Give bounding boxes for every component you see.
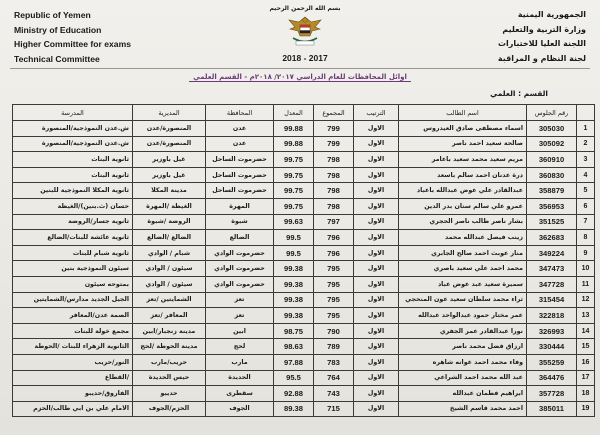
header-index [577, 105, 595, 121]
cell-governorate: عدن [206, 121, 274, 137]
cell-district: مدينة المكلا [133, 183, 206, 199]
cell-rank: الاول [354, 339, 399, 355]
cell-governorate: الحديدة [206, 370, 274, 386]
cell-rank: الاول [354, 136, 399, 152]
table-row [13, 354, 595, 370]
cell-school: الجيل الجديد مدارس/الشمايتين [13, 292, 133, 308]
cell-total: 797 [314, 214, 354, 230]
cell-district: مدينة زنجبار/ابين [133, 323, 206, 339]
cell-governorate: مارب [206, 354, 274, 370]
table-row [13, 230, 595, 246]
cell-student-name: اسماء مصطفى صادق العيدروس [399, 121, 527, 137]
cell-seat-number: 358879 [527, 183, 577, 199]
table-row [13, 152, 595, 168]
cell-governorate: حضرموت الساحل [206, 167, 274, 183]
cell-seat-number: 356953 [527, 198, 577, 214]
results-table [12, 104, 595, 417]
cell-average: 98.63 [274, 339, 314, 355]
cell-governorate: عدن [206, 136, 274, 152]
cell-seat-number: 326993 [527, 323, 577, 339]
cell-index: 11 [577, 276, 595, 292]
cell-student-name: ابراهيم فطمان عبدالله [399, 386, 527, 402]
cell-average: 99.63 [274, 214, 314, 230]
header-district: المديرية [133, 105, 206, 121]
header-line-committee: Higher Committee for exams [14, 39, 132, 49]
table-row [13, 121, 595, 137]
cell-school: ثانوية شبام للبنات [13, 245, 133, 261]
cell-total: 798 [314, 167, 354, 183]
cell-school: مجمع خولة للبنات [13, 323, 133, 339]
cell-average: 99.38 [274, 308, 314, 324]
cell-index: 6 [577, 198, 595, 214]
cell-district: الغيظة /المهرة [133, 198, 206, 214]
cell-average: 99.38 [274, 276, 314, 292]
cell-average: 99.38 [274, 292, 314, 308]
cell-index: 5 [577, 183, 595, 199]
header-line-committee-ar: اللجنة العليا للاختبارات [497, 39, 586, 48]
cell-school: النور/حريب [13, 354, 133, 370]
cell-total: 783 [314, 354, 354, 370]
cell-district: المنصورة/عدن [133, 136, 206, 152]
table-row [13, 308, 595, 324]
header-english [14, 8, 244, 66]
table-row [13, 370, 595, 386]
section-label: القسم : العلمي [490, 89, 548, 98]
cell-seat-number: 360830 [527, 167, 577, 183]
cell-rank: الاول [354, 214, 399, 230]
cell-index: 10 [577, 261, 595, 277]
eagle-emblem-icon [260, 14, 350, 52]
table-row [13, 183, 595, 199]
cell-seat-number: 349224 [527, 245, 577, 261]
table-row [13, 339, 595, 355]
cell-total: 789 [314, 339, 354, 355]
cell-index: 17 [577, 370, 595, 386]
table-row [13, 261, 595, 277]
cell-governorate: حضرموت الساحل [206, 183, 274, 199]
cell-governorate: الجوف [206, 401, 274, 417]
cell-governorate: المهرة [206, 198, 274, 214]
cell-governorate: سقطرى [206, 386, 274, 402]
cell-school: ثانوية المكلا النموذجية للبنين [13, 183, 133, 199]
cell-rank: الاول [354, 292, 399, 308]
cell-index: 4 [577, 167, 595, 183]
cell-governorate: حضرموت الوادي [206, 245, 274, 261]
cell-school: ش.عدن النموذجية/المنصورة [13, 121, 133, 137]
cell-index: 18 [577, 386, 595, 402]
cell-student-name: ثراء محمد سلطان سعيد عون المنحجي [399, 292, 527, 308]
cell-total: 795 [314, 261, 354, 277]
cell-index: 1 [577, 121, 595, 137]
table-row [13, 214, 595, 230]
cell-total: 715 [314, 401, 354, 417]
cell-total: 795 [314, 308, 354, 324]
cell-seat-number: 305092 [527, 136, 577, 152]
cell-rank: الاول [354, 261, 399, 277]
cell-total: 796 [314, 245, 354, 261]
cell-district: شبام / الوادي [133, 245, 206, 261]
cell-district: غيل باوزير [133, 167, 206, 183]
cell-governorate: حضرموت الساحل [206, 152, 274, 168]
cell-index: 2 [577, 136, 595, 152]
cell-district: المعافر /تعز [133, 308, 206, 324]
cell-governorate: تعز [206, 308, 274, 324]
cell-seat-number: 351525 [527, 214, 577, 230]
cell-student-name: بشار ناصر طالب ناصر الحجري [399, 214, 527, 230]
header-line-country-ar: الجمهورية اليمنية [517, 10, 586, 19]
header-center [260, 5, 350, 63]
cell-district: حيس الحديدة [133, 370, 206, 386]
cell-average: 99.5 [274, 230, 314, 246]
header-seat-number: رقم الجلوس [527, 105, 577, 121]
cell-district: حديبو [133, 386, 206, 402]
cell-governorate: تعز [206, 292, 274, 308]
cell-district: الروضة /شبوة [133, 214, 206, 230]
cell-district: مدينة الحوطة /لحج [133, 339, 206, 355]
cell-rank: الاول [354, 121, 399, 137]
table-row [13, 136, 595, 152]
cell-average: 99.75 [274, 183, 314, 199]
cell-total: 795 [314, 292, 354, 308]
cell-rank: الاول [354, 276, 399, 292]
cell-average: 99.88 [274, 121, 314, 137]
cell-district: الضالع /الضالع [133, 230, 206, 246]
cell-rank: الاول [354, 370, 399, 386]
header-student-name: اسم الطالب [399, 105, 527, 121]
cell-rank: الاول [354, 401, 399, 417]
header-rank: الترتيب [354, 105, 399, 121]
cell-seat-number: 305030 [527, 121, 577, 137]
table-row [13, 276, 595, 292]
cell-seat-number: 315454 [527, 292, 577, 308]
cell-district: الشمايتين /تعز [133, 292, 206, 308]
cell-school: ثانوية البنات [13, 152, 133, 168]
cell-governorate: لحج [206, 339, 274, 355]
academic-year: 2018 - 2017 [282, 53, 328, 63]
table-row [13, 167, 595, 183]
header-school: المدرسة [13, 105, 133, 121]
cell-index: 12 [577, 292, 595, 308]
cell-average: 99.88 [274, 136, 314, 152]
cell-rank: الاول [354, 152, 399, 168]
cell-index: 19 [577, 401, 595, 417]
cell-average: 95.5 [274, 370, 314, 386]
cell-rank: الاول [354, 230, 399, 246]
cell-school: /القطاع [13, 370, 133, 386]
cell-student-name: عمر مختار حمود عبدالواحد عبدالله [399, 308, 527, 324]
cell-average: 99.75 [274, 152, 314, 168]
header-line-ministry: Ministry of Education [14, 24, 102, 35]
header-governorate: المحافظة [206, 105, 274, 121]
cell-index: 13 [577, 308, 595, 324]
header-total: المجموع [314, 105, 354, 121]
cell-school: الثانوية الزهراء للبنات /الحوطة [13, 339, 133, 355]
table-header-row [13, 105, 595, 121]
cell-rank: الاول [354, 183, 399, 199]
cell-governorate: ابين [206, 323, 274, 339]
cell-district: حريب/مارب [133, 354, 206, 370]
cell-index: 15 [577, 339, 595, 355]
cell-seat-number: 330444 [527, 339, 577, 355]
cell-student-name: محمد احمد علي سعيد باصري [399, 261, 527, 277]
document-title [165, 73, 435, 81]
cell-seat-number: 362683 [527, 230, 577, 246]
cell-rank: الاول [354, 198, 399, 214]
cell-school: ش.عدن النموذجية/المنصورة [13, 136, 133, 152]
cell-student-name: عبد الله محمد احمد الشراعي [399, 370, 527, 386]
cell-total: 799 [314, 121, 354, 137]
document-title-text: اوائل المحافظات للعام الدراسي ٢٠١٧/ ٢٠١٨م - القسم العلمي [189, 73, 411, 82]
cell-student-name: منار عوبث احمد صالح الجابري [399, 245, 527, 261]
cell-index: 7 [577, 214, 595, 230]
cell-rank: الاول [354, 354, 399, 370]
cell-index: 9 [577, 245, 595, 261]
cell-student-name: صالحة سعيد احمد ناصر [399, 136, 527, 152]
header-average: المعدل [274, 105, 314, 121]
cell-total: 764 [314, 370, 354, 386]
cell-seat-number: 364476 [527, 370, 577, 386]
cell-index: 14 [577, 323, 595, 339]
table-row [13, 292, 595, 308]
cell-student-name: عبدالقادر علي عوض عبدالله باعباد [399, 183, 527, 199]
cell-index: 8 [577, 230, 595, 246]
cell-total: 795 [314, 276, 354, 292]
cell-average: 97.88 [274, 354, 314, 370]
cell-average: 99.75 [274, 198, 314, 214]
cell-student-name: احمد محمد قاسم الشيخ [399, 401, 527, 417]
cell-student-name: وفاء محمد احمد عوانه شاهره [399, 354, 527, 370]
cell-total: 743 [314, 386, 354, 402]
cell-governorate: حضرموت الوادي [206, 261, 274, 277]
cell-school: ثانوية جسار/الروضة [13, 214, 133, 230]
cell-student-name: درة عدنان احمد سالم باسعد [399, 167, 527, 183]
cell-total: 798 [314, 183, 354, 199]
cell-governorate: الضالع [206, 230, 274, 246]
table-row [13, 386, 595, 402]
cell-average: 99.5 [274, 245, 314, 261]
cell-total: 798 [314, 152, 354, 168]
cell-index: 3 [577, 152, 595, 168]
cell-governorate: شبوة [206, 214, 274, 230]
cell-student-name: عمرو علي سالم سنان بدر الدين [399, 198, 527, 214]
cell-average: 99.75 [274, 167, 314, 183]
cell-total: 799 [314, 136, 354, 152]
table-row [13, 245, 595, 261]
cell-seat-number: 360910 [527, 152, 577, 168]
cell-student-name: سميرة سعيد عبد عوض عباد [399, 276, 527, 292]
cell-governorate: حضرموت الوادي [206, 276, 274, 292]
header-line-country: Republic of Yemen [14, 10, 91, 20]
cell-district: سيئون / الوادي [133, 276, 206, 292]
cell-school: الصمة عدن/المعافر [13, 308, 133, 324]
cell-total: 796 [314, 230, 354, 246]
cell-district: المنصورة/عدن [133, 121, 206, 137]
cell-total: 790 [314, 323, 354, 339]
cell-average: 98.75 [274, 323, 314, 339]
cell-school: ثانوية عائشة للبنات/الضالع [13, 230, 133, 246]
cell-school: الامام علي بن ابي طالب/الحزم [13, 401, 133, 417]
cell-seat-number: 357728 [527, 386, 577, 402]
cell-seat-number: 322818 [527, 308, 577, 324]
cell-seat-number: 385011 [527, 401, 577, 417]
table-row [13, 323, 595, 339]
cell-average: 99.38 [274, 261, 314, 277]
cell-district: غيل باوزير [133, 152, 206, 168]
cell-school: سيئون النموذجية بنين [13, 261, 133, 277]
cell-district: الحزم/الجوف [133, 401, 206, 417]
cell-school: بمتوحه سيئون [13, 276, 133, 292]
header-divider [10, 68, 590, 69]
cell-rank: الاول [354, 386, 399, 402]
cell-average: 89.38 [274, 401, 314, 417]
cell-student-name: ارزاق فضل محمد ناصر [399, 339, 527, 355]
table-row [13, 401, 595, 417]
header-arabic [371, 8, 586, 66]
cell-rank: الاول [354, 245, 399, 261]
cell-seat-number: 355259 [527, 354, 577, 370]
cell-student-name: مريم سعيد محمد سعيد باعامر [399, 152, 527, 168]
cell-rank: الاول [354, 167, 399, 183]
cell-school: ثانوية البنات [13, 167, 133, 183]
cell-rank: الاول [354, 323, 399, 339]
header-line-technical: Technical Committee [14, 53, 100, 64]
cell-rank: الاول [354, 308, 399, 324]
header-line-ministry-ar: وزارة التربية والتعليم [502, 24, 586, 34]
cell-seat-number: 347473 [527, 261, 577, 277]
cell-student-name: زينب فيصل عبدالله محمد [399, 230, 527, 246]
cell-student-name: نورا عبدالقادر عمر الجفري [399, 323, 527, 339]
cell-district: سيئون / الوادي [133, 261, 206, 277]
cell-seat-number: 347728 [527, 276, 577, 292]
basmala-text: بسم الله الرحمن الرحيم [269, 5, 341, 12]
cell-average: 92.88 [274, 386, 314, 402]
cell-school: حسان (ث.بنين)/الغيظة [13, 198, 133, 214]
cell-total: 798 [314, 198, 354, 214]
cell-school: الفاروق/حديبو [13, 386, 133, 402]
cell-index: 16 [577, 354, 595, 370]
table-row [13, 198, 595, 214]
header-line-control-ar: لجنة النظام و المراقبة [497, 53, 586, 63]
